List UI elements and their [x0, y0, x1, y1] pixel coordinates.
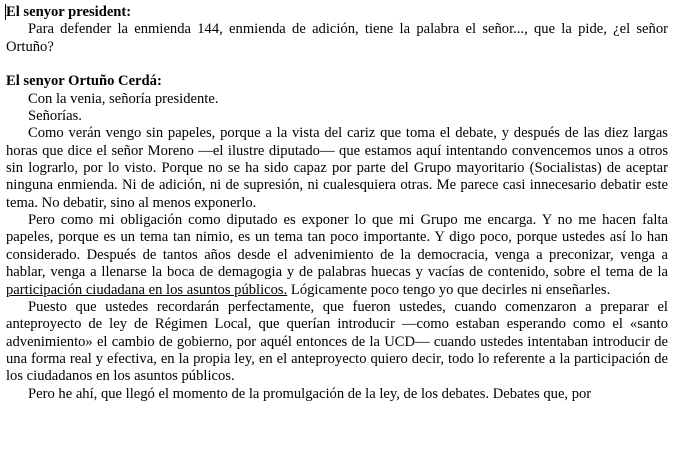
paragraph-4-text-end: Lógicamente poco tengo yo que decirles ni enseñarles.: [287, 281, 611, 298]
speaker-ortuno-heading: El senyor Ortuño Cerdá:: [6, 73, 162, 90]
ortuno-paragraph-1: Con la venia, señoría presidente.: [28, 90, 219, 107]
paragraph-spacer: [6, 56, 668, 73]
speaker-president-heading: El senyor president:: [6, 4, 132, 20]
ortuno-paragraph-4: [6, 212, 668, 299]
paragraph-4-text-start: Pero como mi obligación como diputado es exponer lo que mi Grupo me encarga. Y no me hacen falta papeles, porque es un tema tan nimio, es un tema tan poco importante. Y digo poco, porque ustedes así lo han considerado. Después de tantos años desde el advenimiento de la democracia, venga a preconizar, venga a hablar, venga a llenarse la boca de demagogia y de palabras huecas y vacías de contenido, sobre el tema de la: [6, 212, 668, 281]
ortuno-paragraph-3: Como verán vengo sin papeles, porque a la vista del cariz que toma el debate, y después de las diez largas horas que dice el señor Moreno —el ilustre diputado— que estamos aquí intentando convencemos unos a otros sin lograrlo, por lo visto. Porque no se ha sido capaz por parte del Grupo mayoritario (Socialistas) de aceptar ninguna enmienda. Ni de adición, ni de supresión, ni cualesquiera otras. Me parece casi innecesario debatir este tema. No debatir, sino al menos exponerlo.: [6, 125, 668, 211]
president-paragraph: Para defender la enmienda 144, enmienda de adición, tiene la palabra el señor..., que la pide, ¿el señor Ortuño?: [6, 21, 668, 55]
ortuno-paragraph-2: Señorías.: [28, 108, 82, 125]
underlined-phrase: participación ciudadana en los asuntos públicos.: [6, 281, 288, 298]
ortuno-paragraph-6: Pero he ahí, que llegó el momento de la promulgación de la ley, de los debates. Debates que, por: [28, 385, 592, 402]
document-page: [6, 4, 668, 403]
ortuno-paragraph-5: Puesto que ustedes recordarán perfectamente, que fueron ustedes, cuando comenzaron a preparar el anteproyecto de ley de Régimen Local, que querían introducir —como estaban esperando como el «santo advenimiento» el cambio de gobierno, por aquél entonces de la UCD— cuando ustedes intentaban introducir de una forma real y efectiva, en la propia ley, en el anteproyecto quiero decir, todo lo referente a la participación de los ciudadanos en los asuntos públicos.: [6, 298, 668, 385]
